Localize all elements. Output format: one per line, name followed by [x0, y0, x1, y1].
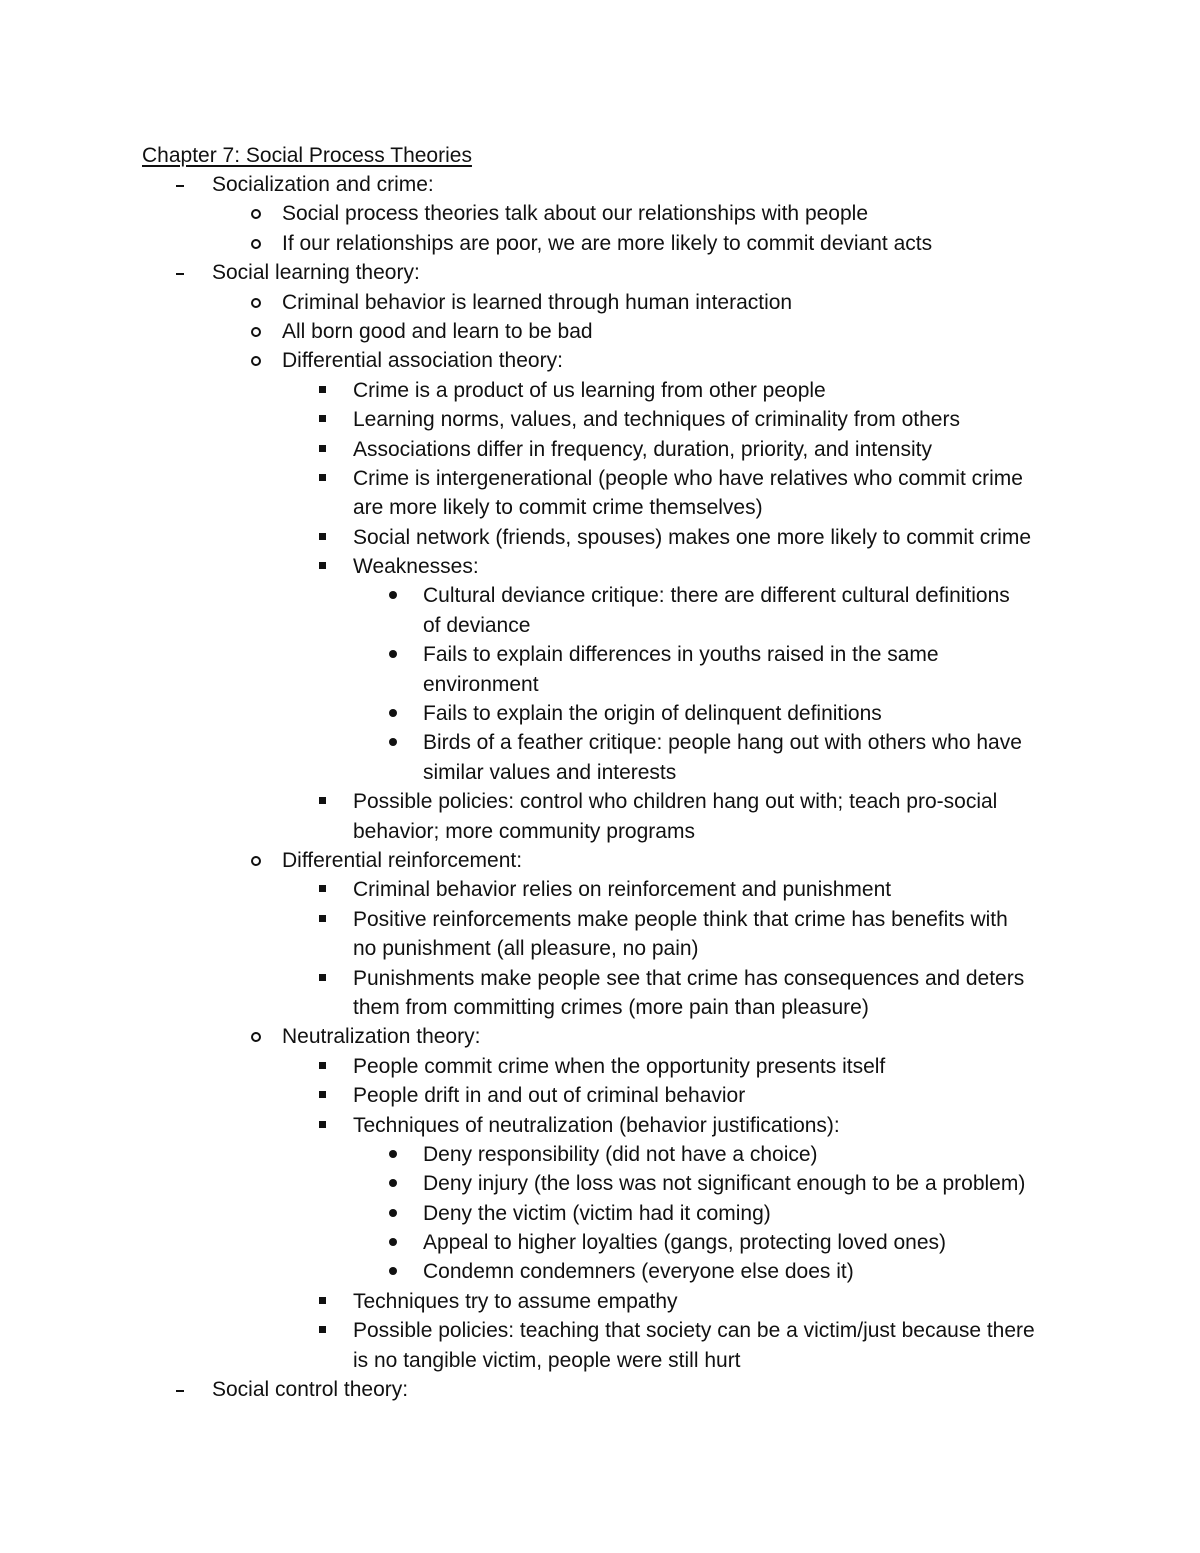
outline-item-text: Birds of a feather critique: people hang out with others who have — [423, 731, 1022, 755]
square-bullet-icon — [317, 1316, 337, 1345]
page-title: Chapter 7: Social Process Theories — [142, 144, 472, 167]
outline-item — [0, 1140, 1200, 1169]
outline-item-text: Learning norms, values, and techniques of criminality from others — [353, 408, 960, 432]
outline-item-text: Techniques of neutralization (behavior justifications): — [353, 1113, 840, 1137]
outline-item — [0, 493, 1200, 522]
circle-bullet-icon — [250, 229, 270, 258]
dot-bullet-icon — [387, 699, 407, 728]
outline-item-text: Techniques try to assume empathy — [353, 1289, 678, 1313]
outline-item-text: Deny the victim (victim had it coming) — [423, 1201, 771, 1225]
dash-bullet-icon — [174, 1375, 194, 1404]
circle-bullet-icon — [250, 199, 270, 228]
outline-item-text: Socialization and crime: — [212, 173, 434, 196]
dot-bullet-icon — [387, 1199, 407, 1228]
dash-bullet-icon — [174, 170, 194, 199]
dot-bullet-icon — [387, 1228, 407, 1257]
dot-bullet-icon — [387, 728, 407, 757]
outline-item — [0, 229, 1200, 258]
outline-item — [0, 405, 1200, 434]
outline-item-text: no punishment (all pleasure, no pain) — [353, 937, 699, 961]
outline-item-text: Associations differ in frequency, duration, priority, and intensity — [353, 437, 932, 461]
outline-item-text: Possible policies: teaching that society can be a victim/just because there — [353, 1319, 1035, 1343]
outline-item — [0, 435, 1200, 464]
square-bullet-icon — [317, 787, 337, 816]
outline-item — [0, 670, 1200, 699]
outline-item — [0, 934, 1200, 963]
outline-item-text: Possible policies: control who children hang out with; teach pro-social — [353, 790, 998, 814]
square-bullet-icon — [317, 464, 337, 493]
outline-item — [0, 523, 1200, 552]
outline-item — [0, 787, 1200, 816]
outline-item — [0, 611, 1200, 640]
circle-bullet-icon — [250, 846, 270, 875]
outline-item — [0, 581, 1200, 610]
outline-item — [0, 199, 1200, 228]
outline-item-text: Social network (friends, spouses) makes one more likely to commit crime — [353, 525, 1032, 549]
outline-item — [0, 1257, 1200, 1286]
outline-item-text: People drift in and out of criminal behavior — [353, 1084, 746, 1108]
outline-item — [0, 317, 1200, 346]
outline-item-text: Criminal behavior relies on reinforcement and punishment — [353, 878, 892, 902]
outline-item-text: Deny responsibility (did not have a choice) — [423, 1142, 818, 1166]
outline-item — [0, 258, 1200, 287]
outline-item-text: Cultural deviance critique: there are different cultural definitions — [423, 584, 1010, 608]
outline-item — [0, 1316, 1200, 1345]
outline-item-text: All born good and learn to be bad — [282, 319, 593, 343]
outline-item-text: Social control theory: — [212, 1378, 409, 1402]
outline-item — [0, 728, 1200, 757]
outline-item — [0, 905, 1200, 934]
outline-item — [0, 464, 1200, 493]
outline-item — [0, 346, 1200, 375]
square-bullet-icon — [317, 1287, 337, 1316]
outline-item-text: Deny injury (the loss was not significant enough to be a problem) — [423, 1172, 1026, 1196]
square-bullet-icon — [317, 552, 337, 581]
outline-item — [0, 1022, 1200, 1051]
square-bullet-icon — [317, 964, 337, 993]
outline-item-text: are more likely to commit crime themselves) — [353, 496, 763, 520]
square-bullet-icon — [317, 376, 337, 405]
square-bullet-icon — [317, 435, 337, 464]
outline-list — [0, 170, 1200, 1404]
dot-bullet-icon — [387, 640, 407, 669]
outline-item-text: Neutralization theory: — [282, 1025, 481, 1049]
outline-item-text: Appeal to higher loyalties (gangs, protecting loved ones) — [423, 1231, 946, 1255]
outline-item-text: is no tangible victim, people were still hurt — [353, 1348, 741, 1372]
outline-item — [0, 758, 1200, 787]
outline-item — [0, 875, 1200, 904]
circle-bullet-icon — [250, 288, 270, 317]
outline-item-text: Crime is intergenerational (people who have relatives who commit crime — [353, 466, 1023, 490]
dash-bullet-icon — [174, 258, 194, 287]
outline-item-text: Punishments make people see that crime has consequences and deters — [353, 966, 1025, 990]
square-bullet-icon — [317, 523, 337, 552]
circle-bullet-icon — [250, 317, 270, 346]
outline-item — [0, 1111, 1200, 1140]
outline-item — [0, 288, 1200, 317]
circle-bullet-icon — [250, 1022, 270, 1051]
outline-item-text: People commit crime when the opportunity presents itself — [353, 1054, 886, 1078]
outline-item-text: Positive reinforcements make people think that crime has benefits with — [353, 907, 1008, 931]
outline-item — [0, 1081, 1200, 1110]
dot-bullet-icon — [387, 581, 407, 610]
outline-item — [0, 640, 1200, 669]
outline-item-text: Crime is a product of us learning from other people — [353, 378, 826, 402]
outline-item — [0, 376, 1200, 405]
outline-item — [0, 552, 1200, 581]
outline-item — [0, 1346, 1200, 1375]
outline-item-text: Fails to explain the origin of delinquent definitions — [423, 702, 882, 726]
outline-item-text: Differential reinforcement: — [282, 848, 523, 872]
dot-bullet-icon — [387, 1257, 407, 1286]
outline-item-text: similar values and interests — [423, 760, 677, 784]
outline-item-text: Weaknesses: — [353, 555, 479, 579]
outline-item — [0, 1375, 1200, 1404]
outline-item — [0, 1169, 1200, 1198]
outline-item-text: If our relationships are poor, we are more likely to commit deviant acts — [282, 231, 933, 255]
outline-item-text: Criminal behavior is learned through human interaction — [282, 290, 793, 314]
outline-item-text: environment — [423, 672, 539, 696]
outline-item — [0, 1052, 1200, 1081]
dot-bullet-icon — [387, 1140, 407, 1169]
outline-item-text: Social process theories talk about our relationships with people — [282, 202, 869, 226]
outline-item — [0, 699, 1200, 728]
outline-item — [0, 846, 1200, 875]
square-bullet-icon — [317, 405, 337, 434]
outline-item-text: behavior; more community programs — [353, 819, 695, 843]
dot-bullet-icon — [387, 1169, 407, 1198]
outline-item-text: Social learning theory: — [212, 261, 420, 285]
outline-item — [0, 1228, 1200, 1257]
outline-item — [0, 1199, 1200, 1228]
square-bullet-icon — [317, 1111, 337, 1140]
square-bullet-icon — [317, 1081, 337, 1110]
outline-item — [0, 964, 1200, 993]
outline-item-text: Fails to explain differences in youths raised in the same — [423, 643, 939, 667]
outline-item — [0, 993, 1200, 1022]
outline-item — [0, 1287, 1200, 1316]
square-bullet-icon — [317, 1052, 337, 1081]
outline-item-text: Differential association theory: — [282, 349, 563, 373]
outline-item — [0, 817, 1200, 846]
circle-bullet-icon — [250, 346, 270, 375]
square-bullet-icon — [317, 905, 337, 934]
outline-item-text: of deviance — [423, 613, 531, 637]
outline-item — [0, 170, 1200, 199]
outline-item-text: them from committing crimes (more pain than pleasure) — [353, 995, 869, 1019]
outline-item-text: Condemn condemners (everyone else does it) — [423, 1260, 854, 1284]
square-bullet-icon — [317, 875, 337, 904]
